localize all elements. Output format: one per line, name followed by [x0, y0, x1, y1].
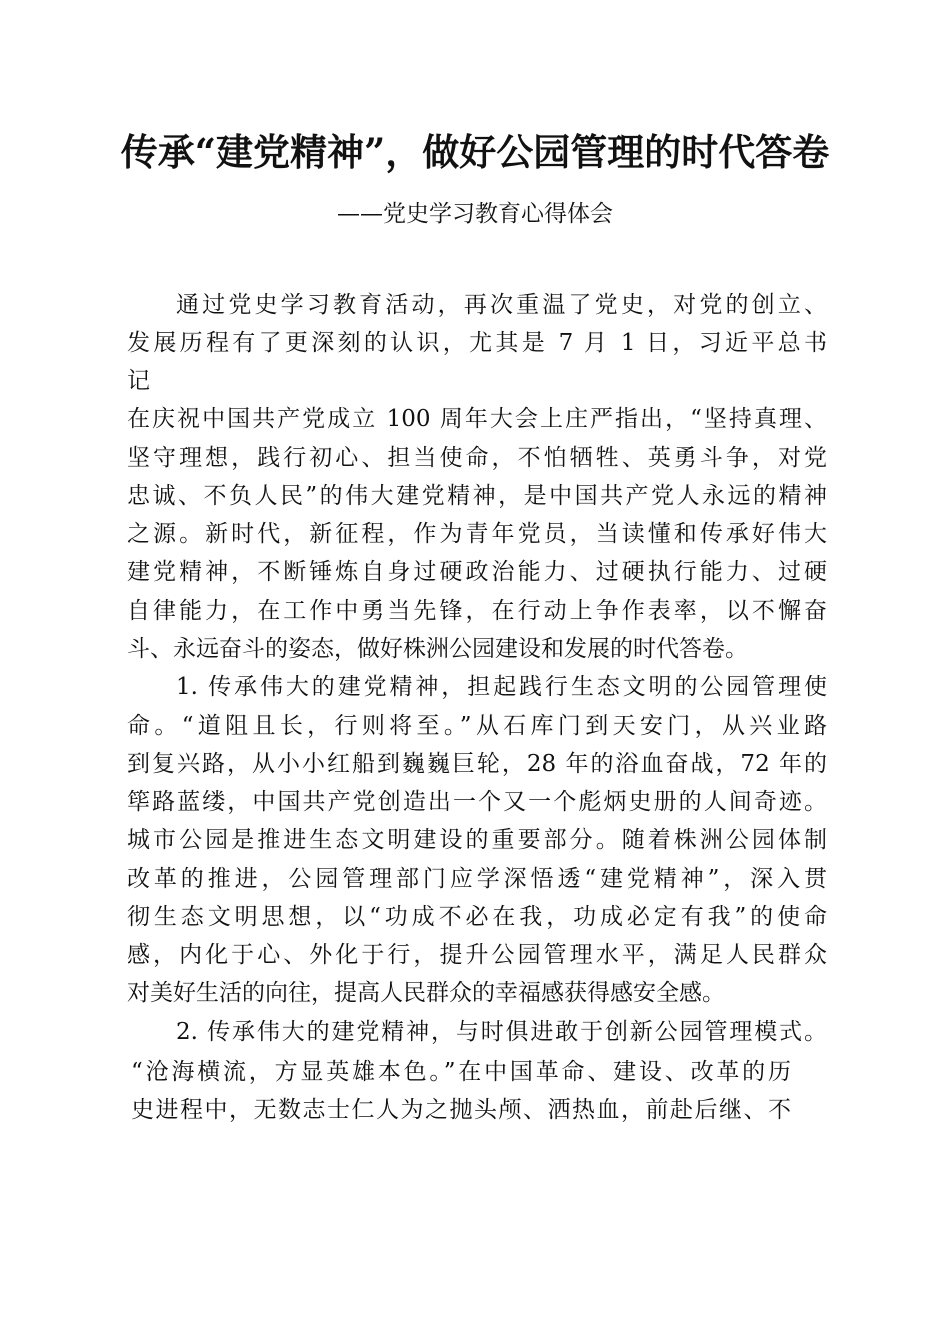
paragraph-line: 史进程中，无数志士仁人为之抛头颅、洒热血，前赴后继、不 [131, 1097, 791, 1123]
paragraph-line: 筚路蓝缕，中国共产党创造出一个又一个彪炳史册的人间奇迹。 [127, 789, 827, 815]
paragraph-line: 之源。新时代，新征程，作为青年党员，当读懂和传承好伟大 [127, 521, 827, 547]
paragraph-line: 感，内化于心、外化于行，提升公园管理水平，满足人民群众 [127, 942, 827, 968]
paragraph-line: 忠诚、不负人民”的伟大建党精神，是中国共产党人永远的精神 [127, 483, 827, 509]
paragraph-line: 彻生态文明思想，以“功成不必在我，功成必定有我”的使命 [127, 904, 827, 930]
paragraph-line: 改革的推进，公园管理部门应学深悟透“建党精神”，深入贯 [127, 866, 827, 892]
paragraph-line: 到复兴路，从小小红船到巍巍巨轮，28 年的浴血奋战，72 年的 [127, 751, 827, 777]
paragraph-line: 1. 传承伟大的建党精神，担起践行生态文明的公园管理使 [176, 674, 827, 700]
paragraph-line: 城市公园是推进生态文明建设的重要部分。随着株洲公园体制 [127, 827, 827, 853]
paragraph-line: 通过党史学习教育活动，再次重温了党史，对党的创立、 [176, 292, 827, 318]
paragraph-line: 在庆祝中国共产党成立 100 周年大会上庄严指出，“坚持真理、 [127, 406, 827, 432]
document-subtitle: ——党史学习教育心得体会 [337, 201, 613, 227]
paragraph-line: 对美好生活的向往，提高人民群众的幸福感获得感安全感。 [127, 980, 725, 1006]
document-title: 传承“建党精神”，做好公园管理的时代答卷 [120, 130, 830, 174]
paragraph-line: “沧海横流，方显英雄本色。”在中国革命、建设、改革的历 [131, 1059, 791, 1085]
paragraph-line: 自律能力，在工作中勇当先锋，在行动上争作表率，以不懈奋 [127, 598, 827, 624]
paragraph-line: 建党精神，不断锤炼自身过硬政治能力、过硬执行能力、过硬 [127, 559, 827, 585]
paragraph-line: 斗、永远奋斗的姿态，做好株洲公园建设和发展的时代答卷。 [127, 636, 748, 662]
paragraph-line: 坚守理想，践行初心、担当使命，不怕牺牲、英勇斗争，对党 [127, 445, 827, 471]
paragraph-line: 记 [127, 368, 150, 394]
paragraph-line: 命。“道阻且长，行则将至。”从石库门到天安门，从兴业路 [127, 713, 827, 739]
paragraph-line: 2. 传承伟大的建党精神，与时俱进敢于创新公园管理模式。 [176, 1019, 827, 1045]
paragraph-line: 发展历程有了更深刻的认识，尤其是 7 月 1 日，习近平总书 [127, 330, 827, 356]
